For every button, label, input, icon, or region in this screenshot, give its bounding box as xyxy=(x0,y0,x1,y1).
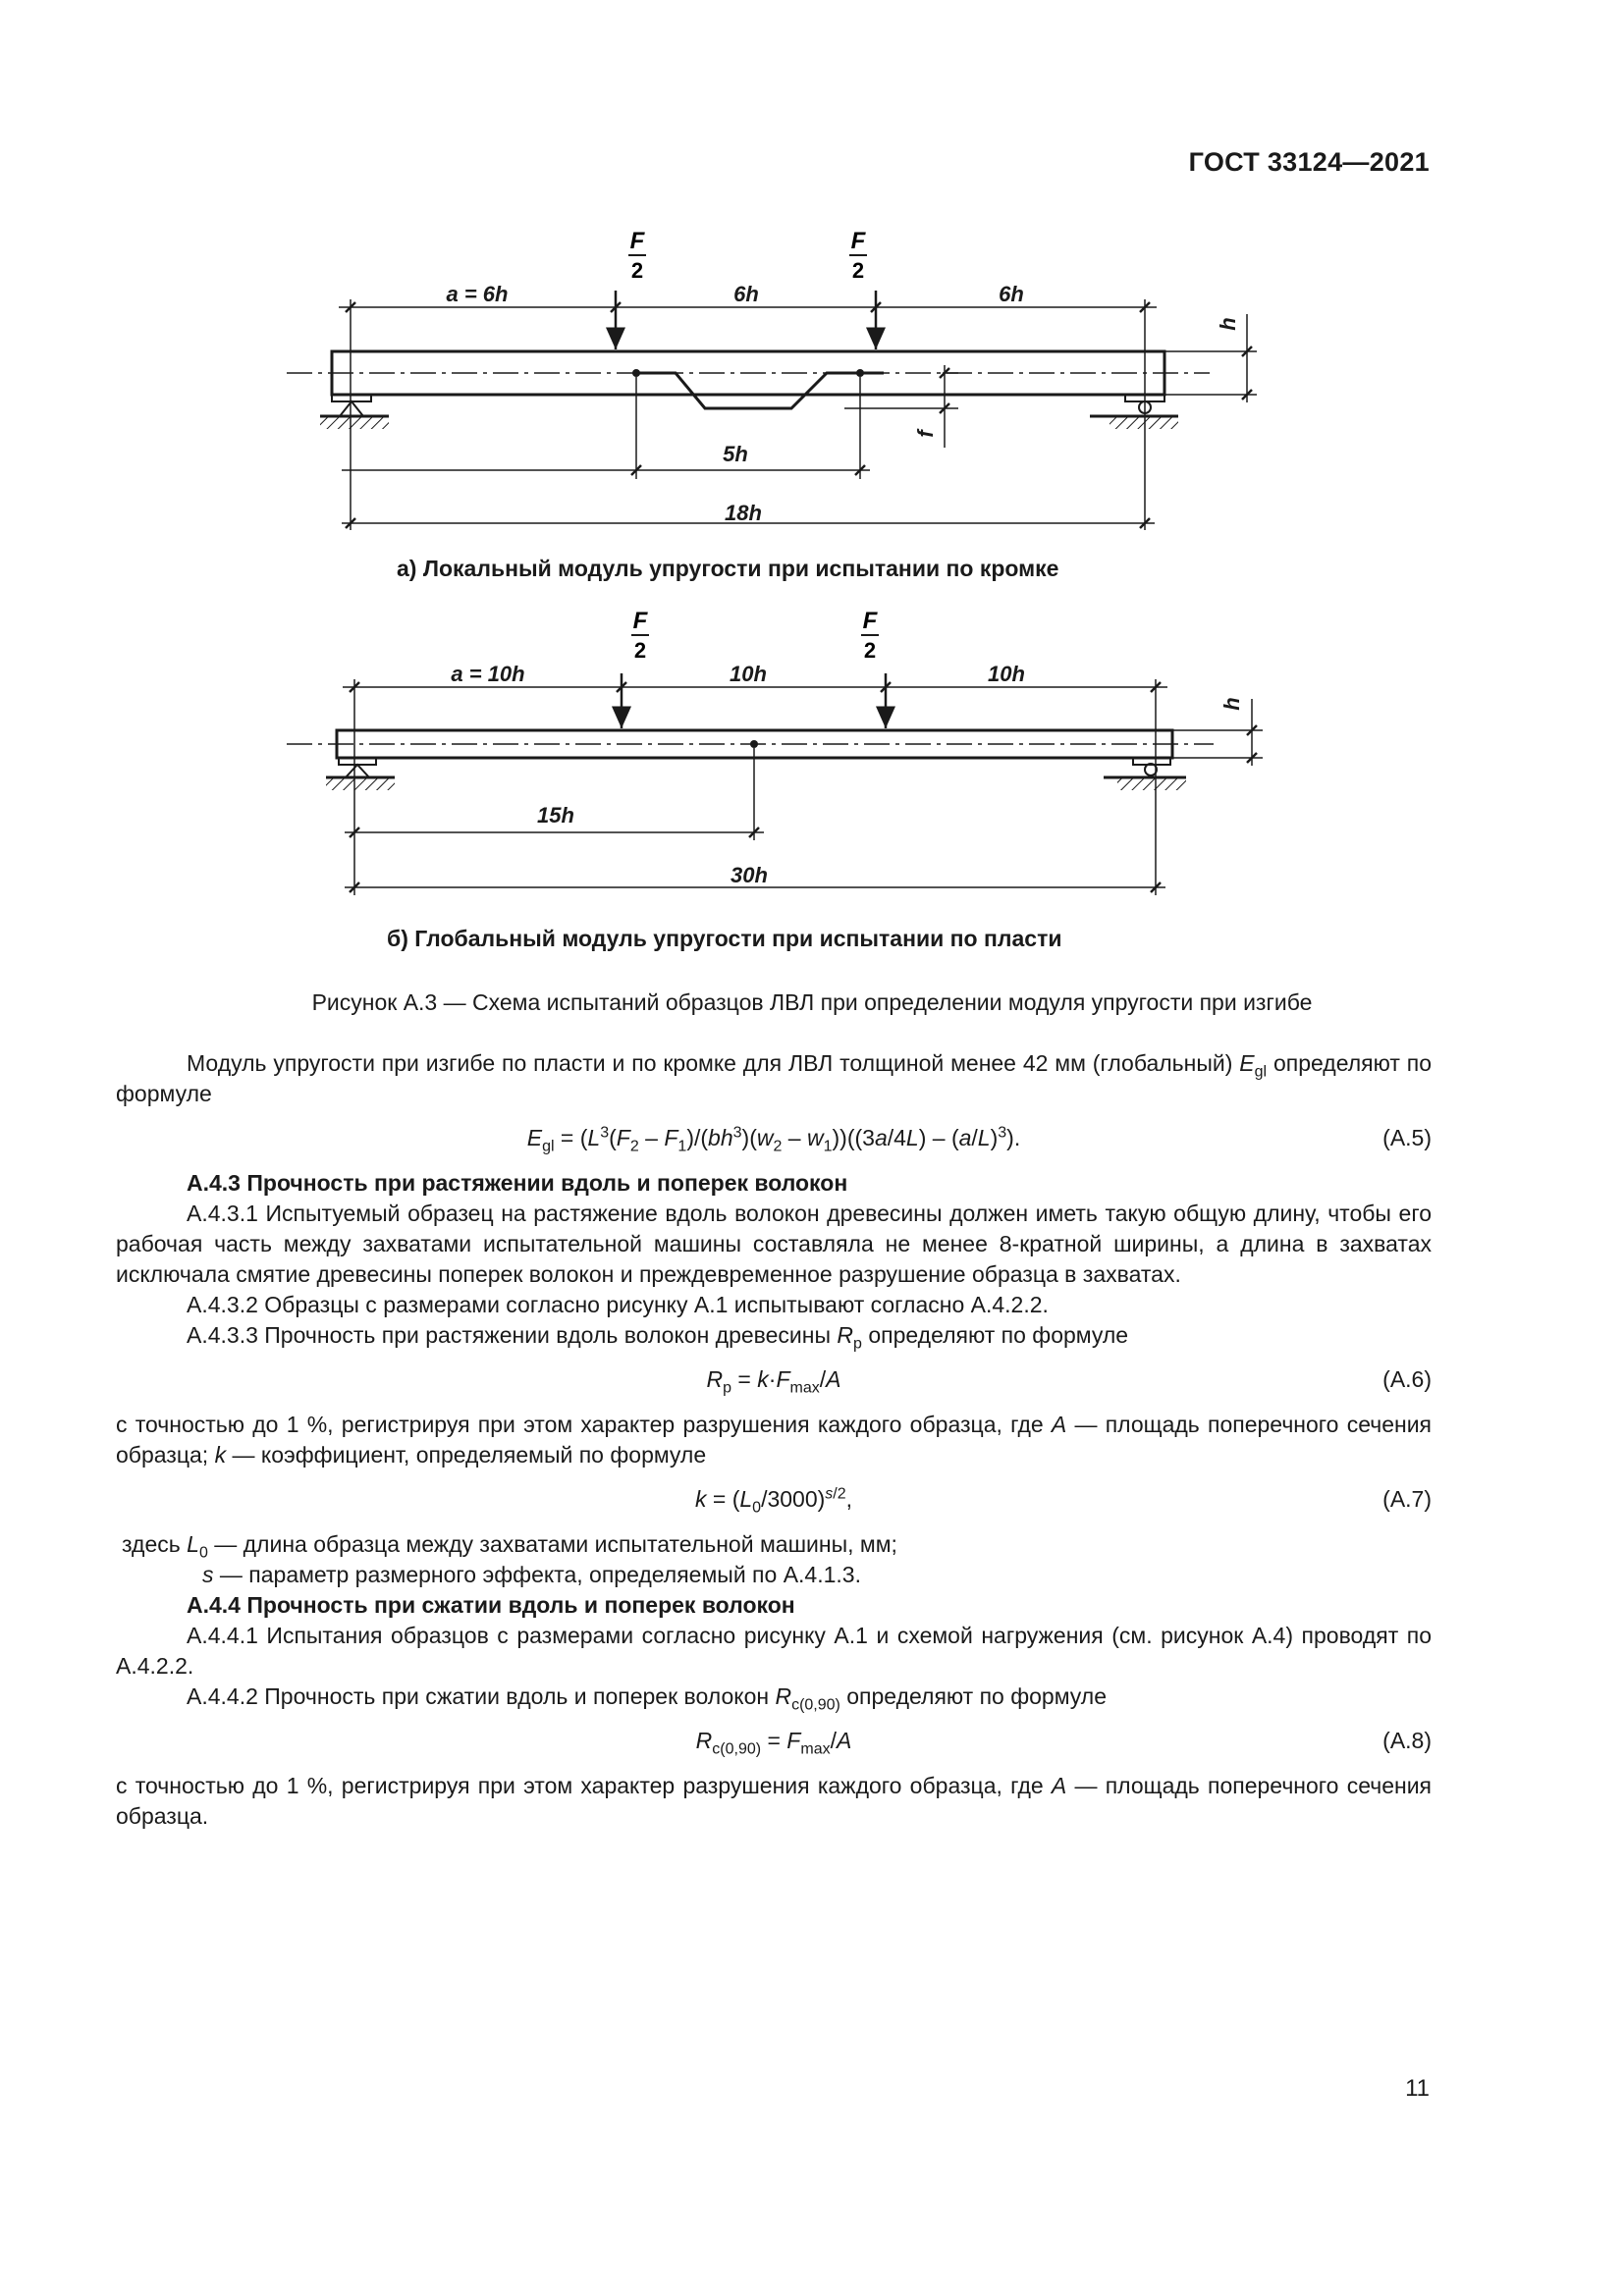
paragraph-after-a8: с точностью до 1 %, регистрируя при этом характер разрушения каждого образца, где A — площадь поперечного сечения образца. xyxy=(116,1773,1433,1829)
load-label-den: 2 xyxy=(633,638,647,663)
beam-b xyxy=(287,730,1214,758)
figure-title: Рисунок А.3 — Схема испытаний образцов ЛВЛ при определении модуля упругости при изгибе xyxy=(311,989,1313,1015)
section-heading-444: А.4.4 Прочность при сжатии вдоль и поперек волокон xyxy=(187,1592,795,1618)
dim-label-h: h xyxy=(1219,697,1244,711)
page-number: 11 xyxy=(1405,2075,1430,2102)
paragraph-4433: А.4.3.3 Прочность при растяжении вдоль волокон древесины $R_p$ определяют по формуле xyxy=(187,1322,1129,1353)
dim-label-30h: 30h xyxy=(731,863,768,887)
formula-a5: $E_{gl} = (L^3(F_2 - F_1)/(bh^3)(w_2 - w_1))((3a/4L) - (a/L)^3)$. xyxy=(526,1124,1021,1155)
load-label-den: 2 xyxy=(630,258,644,283)
definition-L0: здесь $L_0$ — длина образца между захватами испытательной машины, мм; xyxy=(122,1531,897,1562)
dim-label-a: a = 6h xyxy=(446,282,509,306)
paragraph-modulus: Модуль упругости при изгибе по пласти и по кромке для ЛВЛ толщиной менее 42 мм (глобальный) $E_{gl}$ определяют по формуле xyxy=(116,1050,1432,1106)
formula-a6: $R_p = k\cdot F_{max}/A$ xyxy=(706,1366,841,1397)
dim-label-6h: 6h xyxy=(999,282,1024,306)
supports-b xyxy=(326,758,1186,790)
dim-label-a: a = 10h xyxy=(451,662,525,686)
equation-number: (А.5) xyxy=(1382,1125,1432,1150)
dim-label-5h: 5h xyxy=(723,442,748,466)
deflection-curve xyxy=(632,369,884,408)
document-id: ГОСТ 33124—2021 xyxy=(1188,147,1430,177)
paragraph-4432: А.4.3.2 Образцы с размерами согласно рисунку А.1 испытывают согласно А.4.2.2. xyxy=(187,1292,1049,1317)
beam-a xyxy=(287,351,1210,395)
paragraph-4431: А.4.3.1 Испытуемый образец на растяжение вдоль волокон древесины должен иметь такую общую длину, чтобы его рабочая часть между захватами испытательной машины составляла не менее 8-кратной ширины, а длина в захватах исключала смятие древесины поперек волокон и преждевременное разрушение образца в захватах. xyxy=(116,1201,1432,1287)
load-label-num: F xyxy=(629,228,645,254)
paragraph-4442: А.4.4.2 Прочность при сжатии вдоль и поперек волокон $R_{c(0,90)}$ определяют по формуле xyxy=(187,1683,1108,1714)
formula-a7: $k = (L_0/3000)^{s/2}$, xyxy=(694,1485,853,1517)
figure-b-diagram xyxy=(0,599,1624,923)
equation-number: (А.7) xyxy=(1382,1486,1432,1512)
figure-a-diagram xyxy=(0,216,1624,569)
figure-a-caption: а) Локальный модуль упругости при испытании по кромке xyxy=(397,556,1059,581)
section-heading-443: А.4.3 Прочность при растяжении вдоль и поперек волокон xyxy=(187,1170,848,1196)
dim-label-10h: 10h xyxy=(730,662,767,686)
formula-a8: $R_{c(0,90)} = F_{max}/A$ xyxy=(695,1728,852,1758)
dim-label-10h: 10h xyxy=(988,662,1025,686)
body-text xyxy=(116,1048,1432,1832)
equation-number: (А.8) xyxy=(1382,1728,1432,1753)
dim-label-h: h xyxy=(1216,317,1240,331)
dim-label-6h: 6h xyxy=(733,282,759,306)
dim-label-f: f xyxy=(913,430,938,438)
dim-label-15h: 15h xyxy=(537,803,574,828)
equation-number: (А.6) xyxy=(1382,1366,1432,1392)
supports-a xyxy=(320,395,1178,429)
load-label-den: 2 xyxy=(851,258,865,283)
dim-label-18h: 18h xyxy=(725,501,762,525)
load-label-num: F xyxy=(862,608,878,634)
paragraph-4441: А.4.4.1 Испытания образцов с размерами согласно рисунку А.1 и схемой нагружения (см. рисунок А.4) проводят по А.4.2.2. xyxy=(116,1623,1432,1679)
paragraph-after-a6: с точностью до 1 %, регистрируя при этом характер разрушения каждого образца, где A — площадь поперечного сечения образца; k — коэффициент, определяемый по формуле xyxy=(116,1412,1433,1468)
definition-s: s — параметр размерного эффекта, определяемый по А.4.1.3. xyxy=(202,1562,861,1587)
load-label-num: F xyxy=(850,228,866,254)
figure-b-caption: б) Глобальный модуль упругости при испытании по пласти xyxy=(387,926,1062,951)
load-label-den: 2 xyxy=(863,638,877,663)
load-label-num: F xyxy=(632,608,648,634)
